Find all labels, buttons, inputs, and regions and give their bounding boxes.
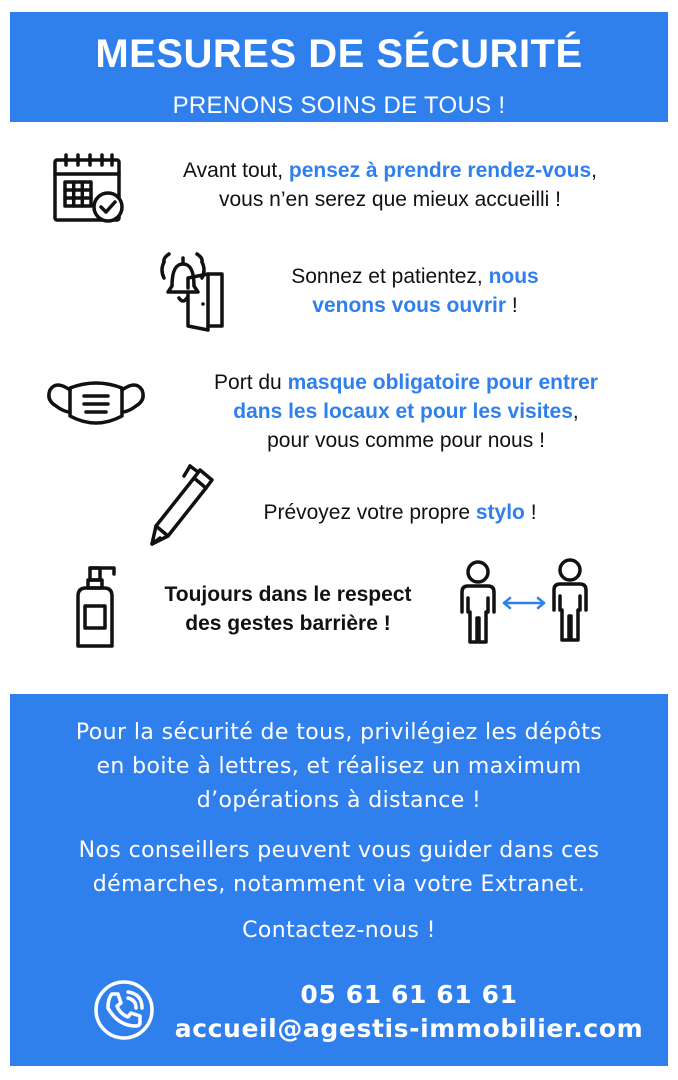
phone-icon [92,978,156,1046]
email-address[interactable]: accueil@agestis-immobilier.com [174,1014,644,1043]
face-mask-icon [46,374,146,432]
rule-doorbell-suffix: ! [506,294,518,317]
hand-sanitizer-icon [74,562,120,650]
header-banner [10,12,668,122]
pen-icon [146,464,216,548]
rule-pen-prefix: Prévoyez votre propre [263,501,476,524]
rule-appointment-prefix: Avant tout, [183,159,289,182]
footer-banner [10,694,668,1066]
rule-gestures-line2: des gestes barrière ! [185,612,391,635]
phone-number[interactable]: 05 61 61 61 61 [300,980,518,1009]
footer-p1-line3: d’opérations à distance ! [196,788,482,813]
rule-mask-highlight2: dans les locaux et pour les visites [233,400,573,423]
calendar-check-icon [52,152,128,224]
social-distance-icon [454,558,594,648]
footer-contact-cta: Contactez-nous ! [242,918,436,943]
page-title: MESURES DE SÉCURITÉ [95,32,583,76]
rule-appointment-suffix: , [591,159,597,182]
rule-mask-line3: pour vous comme pour nous ! [267,429,545,452]
rule-appointment-highlight: pensez à prendre rendez-vous [288,159,592,182]
rule-appointment-line2: vous n’en serez que mieux accueilli ! [218,188,561,211]
rule-doorbell-highlight2: venons vous ouvrir [312,294,507,317]
footer-paragraph-advisors [10,834,668,902]
rule-pen-suffix: ! [524,501,537,524]
footer-p2-line1: Nos conseillers peuvent vous guider dans ces [78,838,600,863]
page-subtitle: PRENONS SOINS DE TOUS ! [172,92,506,119]
rule-mask-suffix: , [572,400,579,423]
rule-pen-highlight: stylo [475,501,525,524]
rule-mask-highlight1: masque obligatoire pour entrer [287,371,598,394]
rule-gestures-line1: Toujours dans le respect [164,583,412,606]
rule-doorbell-highlight1: nous [488,265,539,288]
rule-doorbell-prefix: Sonnez et patientez, [291,265,489,288]
footer-p2-line2: démarches, notamment via votre Extranet. [92,872,586,897]
footer-p1-line2: en boite à lettres, et réalisez un maximum [96,754,582,779]
footer-p1-line1: Pour la sécurité de tous, privilégiez les dépôts [75,720,603,745]
rule-mask-prefix: Port du [214,371,288,394]
footer-contact-details [170,978,648,1046]
bell-door-icon [158,248,228,332]
footer-paragraph-deposits [10,716,668,818]
